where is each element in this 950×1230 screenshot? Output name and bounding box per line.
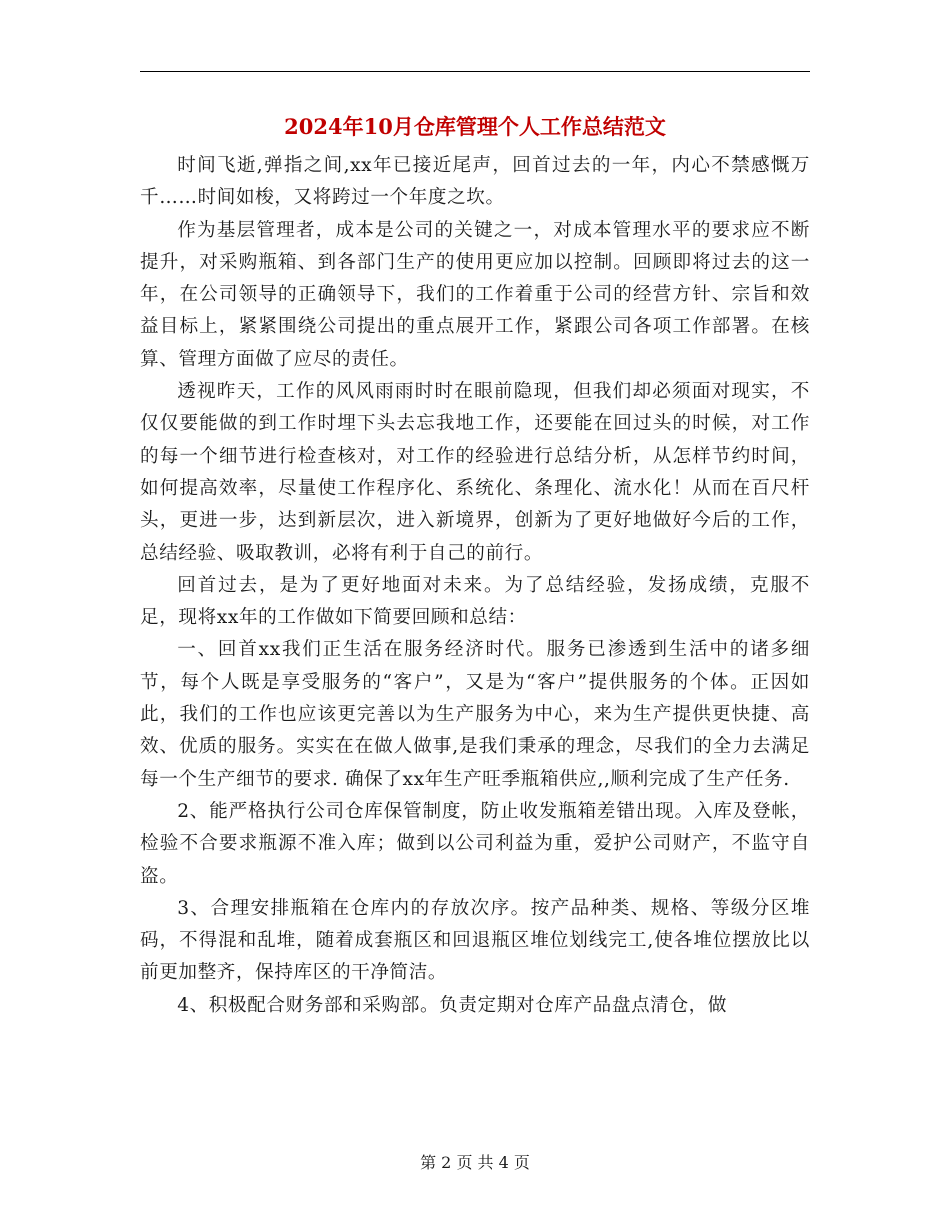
paragraph: 一、回首xx我们正生活在服务经济时代。服务已渗透到生活中的诸多细节，每个人既是享受服务的“客户”，又是为“客户”提供服务的个体。正因如此，我们的工作也应该更完善以为生产服务为中心，来为生产提供更快捷、高效、优质的服务。实实在在做人做事,是我们秉承的理念，尽我们的全力去满足每一个生产细节的要求. 确保了xx年生产旺季瓶箱供应,,顺利完成了生产任务. bbox=[140, 639, 810, 790]
document-body bbox=[140, 150, 810, 1022]
paragraph: 回首过去，是为了更好地面对未来。为了总结经验，发扬成绩，克服不足，现将xx年的工作做如下简要回顾和总结： bbox=[140, 574, 810, 629]
paragraph: 3、合理安排瓶箱在仓库内的存放次序。按产品种类、规格、等级分区堆码，不得混和乱堆，随着成套瓶区和回退瓶区堆位划线完工,使各堆位摆放比以前更加整齐，保持库区的干净简洁。 bbox=[140, 897, 810, 984]
page-number: 第 2 页 共 4 页 bbox=[420, 1153, 530, 1172]
paragraph: 透视昨天，工作的风风雨雨时时在眼前隐现，但我们却必须面对现实，不仅仅要能做的到工作时埋下头去忘我地工作，还要能在回过头的时候，对工作的每一个细节进行检查核对，对工作的经验进行总结分析，从怎样节约时间，如何提高效率，尽量使工作程序化、系统化、条理化、流水化！从而在百尺杆头，更进一步，达到新层次，进入新境界，创新为了更好地做好今后的工作，总结经验、吸取教训，必将有利于自己的前行。 bbox=[140, 381, 810, 564]
paragraph: 4、积极配合财务部和采购部。负责定期对仓库产品盘点清仓，做 bbox=[177, 994, 728, 1016]
paragraph: 作为基层管理者，成本是公司的关键之一，对成本管理水平的要求应不断提升，对采购瓶箱、到各部门生产的使用更应加以控制。回顾即将过去的这一年，在公司领导的正确领导下，我们的工作着重于公司的经营方针、宗旨和效益目标上，紧紧围绕公司提出的重点展开工作，紧跟公司各项工作部署。在核算、管理方面做了应尽的责任。 bbox=[140, 219, 810, 370]
header-rule bbox=[140, 71, 810, 72]
paragraph: 2、能严格执行公司仓库保管制度，防止收发瓶箱差错出现。入库及登帐，检验不合要求瓶源不准入库；做到以公司利益为重，爱护公司财产，不监守自盗。 bbox=[140, 800, 810, 887]
document-title: 2024年10月仓库管理个人工作总结范文 bbox=[284, 114, 666, 139]
paragraph: 时间飞逝,弹指之间,xx年已接近尾声，回首过去的一年，内心不禁感慨万千……时间如梭，又将跨过一个年度之坎。 bbox=[140, 155, 810, 209]
